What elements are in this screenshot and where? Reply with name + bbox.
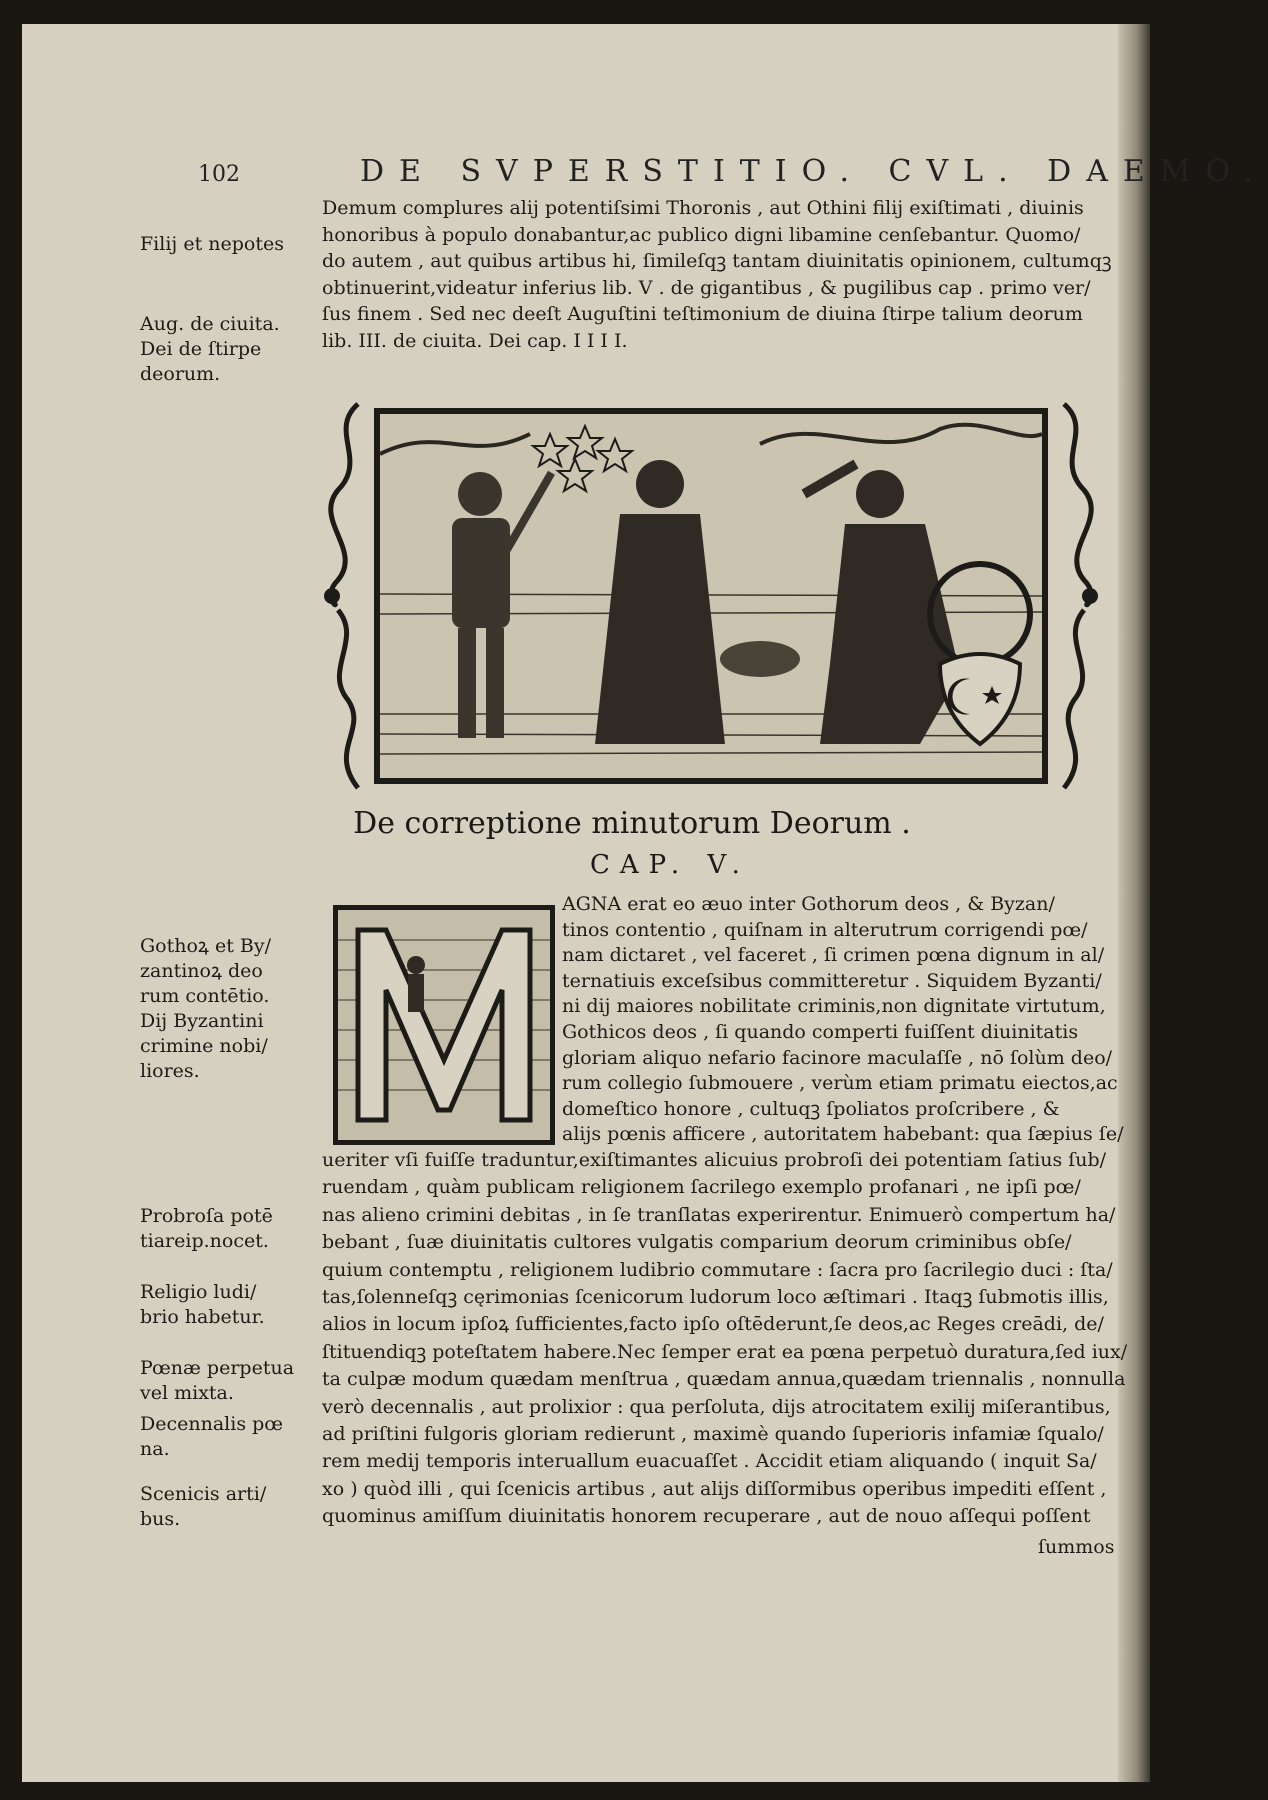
text-line: alios in locum ipſoꝝ ſufficientes,facto ipſo oſtēderunt,ſe deos,ac Reges creādi, de/ <box>322 1313 1104 1336</box>
text-line: tas,ſolenneſqꝫ cęrimonias ſcenicorum ludorum loco æſtimari . Itaqꝫ ſubmotis illis, <box>322 1286 1109 1308</box>
catchword: ſummos <box>1038 1536 1115 1558</box>
marginal-note: Religio ludi/ brio habetur. <box>140 1281 265 1328</box>
text-line: xo ) quòd illi , qui ſcenicis artibus , aut alijs diſſormibus operibus impediti eſſent , <box>322 1477 1107 1500</box>
text-line: ſus finem . Sed nec deeſt Auguſtini teſtimonium de diuina ſtirpe talium deorum <box>322 303 1083 325</box>
text-line: ruendam , quàm publicam religionem ſacrilego exemplo profanari , ne ipſi pœ/ <box>322 1176 1081 1199</box>
marginal-note: Probroſa potē tiareip.nocet. <box>140 1205 273 1252</box>
text-line: do autem , aut quibus artibus hi, ſimileſqꝫ tantam diuinitatis opinionem, cultumqꝫ <box>322 250 1112 272</box>
text-line: nam dictaret , vel faceret , ſi crimen pœna dignum in al/ <box>562 944 1105 967</box>
book-page <box>22 24 1268 1782</box>
decorated-initial-m <box>333 905 555 1145</box>
text-line: bebant , ſuæ diuinitatis cultores vulgatis comparium deorum criminibus obſe/ <box>322 1231 1072 1254</box>
scroll-ornament-right <box>1048 400 1104 792</box>
text-line: quominus amiſſum diuinitatis honorem recuperare , aut de nouo aſſequi poſſent <box>322 1505 1091 1528</box>
text-line: ternatiuis exceſsibus committeretur . Siquidem Byzanti/ <box>562 969 1102 992</box>
text-line: rem medij temporis interuallum euacuaſſet . Accidit etiam aliquando ( inquit Sa/ <box>322 1450 1097 1473</box>
text-line: alijs pœnis afficere , autoritatem habebant: qua ſæpius ſe/ <box>562 1123 1124 1146</box>
text-line: ad priſtini fulgoris gloriam redierunt , maximè quando ſuperioris infamiæ ſqualo/ <box>322 1423 1104 1445</box>
marginal-note: Decennalis pœ na. <box>140 1413 284 1460</box>
page-gutter-shadow <box>1118 24 1150 1782</box>
text-line: quium contemptu , religionem ludibrio commutare : ſacra pro ſacrilegio duci : ſta/ <box>322 1258 1113 1281</box>
text-line: obtinuerint,videatur inferius lib. V . de gigantibus , & pugilibus cap . primo ver/ <box>322 276 1091 299</box>
page-number: 102 <box>198 162 240 187</box>
scroll-ornament-left <box>318 400 374 792</box>
running-head: DE SVPERSTITIO. CVL. DAEMO. <box>360 154 1268 189</box>
text-line: Gothicos deos , ſi quando comperti fuiſſent diuinitatis <box>562 1021 1079 1043</box>
text-line: ni dij maiores nobilitate criminis,non dignitate virtutum, <box>562 995 1106 1018</box>
text-line: tinos contentio , quiſnam in alterutrum corrigendi pœ/ <box>562 918 1088 941</box>
text-line: verò decennalis , aut prolixior : qua perſoluta, dijs atrocitatem exilij miſerantibus, <box>322 1395 1111 1418</box>
marginal-note: Aug. de ciuita. Dei de ſtirpe deorum. <box>140 313 280 385</box>
text-line: nas alieno crimini debitas , in ſe tranſlatas experirentur. Enimuerò compertum ha/ <box>322 1203 1116 1226</box>
text-line: rum collegio ſubmouere , verùm etiam primatu eiectos,ac <box>562 1072 1118 1095</box>
text-line: gloriam aliquo nefario facinore maculaſſe , nō ſolùm deo/ <box>562 1046 1113 1069</box>
text-line: honoribus à populo donabantur,ac publico digni libamine cenſebantur. Quomo/ <box>322 223 1081 246</box>
marginal-note: Gothoꝝ et By/ zantinoꝝ deo rum contētio. Dij Byzantini crimine nobi/ liores. <box>140 935 271 1082</box>
text-line: domeſtico honore , cultuqꝫ ſpoliatos proſcribere , & <box>562 1097 1060 1120</box>
text-line: Demum complures alij potentiſsimi Thoronis , aut Othini filij exiſtimati , diuinis <box>322 197 1084 219</box>
text-line: ſtituendiqꝫ poteſtatem habere.Nec ſemper erat ea pœna perpetuò duratura,ſed iux/ <box>322 1340 1128 1363</box>
text-line: lib. III. de ciuita. Dei cap. I I I I. <box>322 329 628 352</box>
marginal-note: Scenicis arti/ bus. <box>140 1483 267 1530</box>
chapter-number: CAP. V. <box>590 850 750 880</box>
text-line: ta culpæ modum quædam menſtrua , quædam annua,quædam triennalis , nonnulla <box>322 1368 1126 1391</box>
woodcut-illustration <box>374 408 1048 784</box>
text-line: AGNA erat eo æuo inter Gothorum deos , & Byzan/ <box>562 893 1055 915</box>
chapter-title: De correptione minutorum Deorum . <box>353 806 911 841</box>
text-line: ueriter vſi fuiſſe traduntur,exiſtimantes alicuius probroſi dei potentiam ſatius ſub/ <box>322 1149 1107 1171</box>
marginal-note: Pœnæ perpetua vel mixta. <box>140 1357 295 1404</box>
marginal-note: Filij et nepotes <box>140 233 284 255</box>
